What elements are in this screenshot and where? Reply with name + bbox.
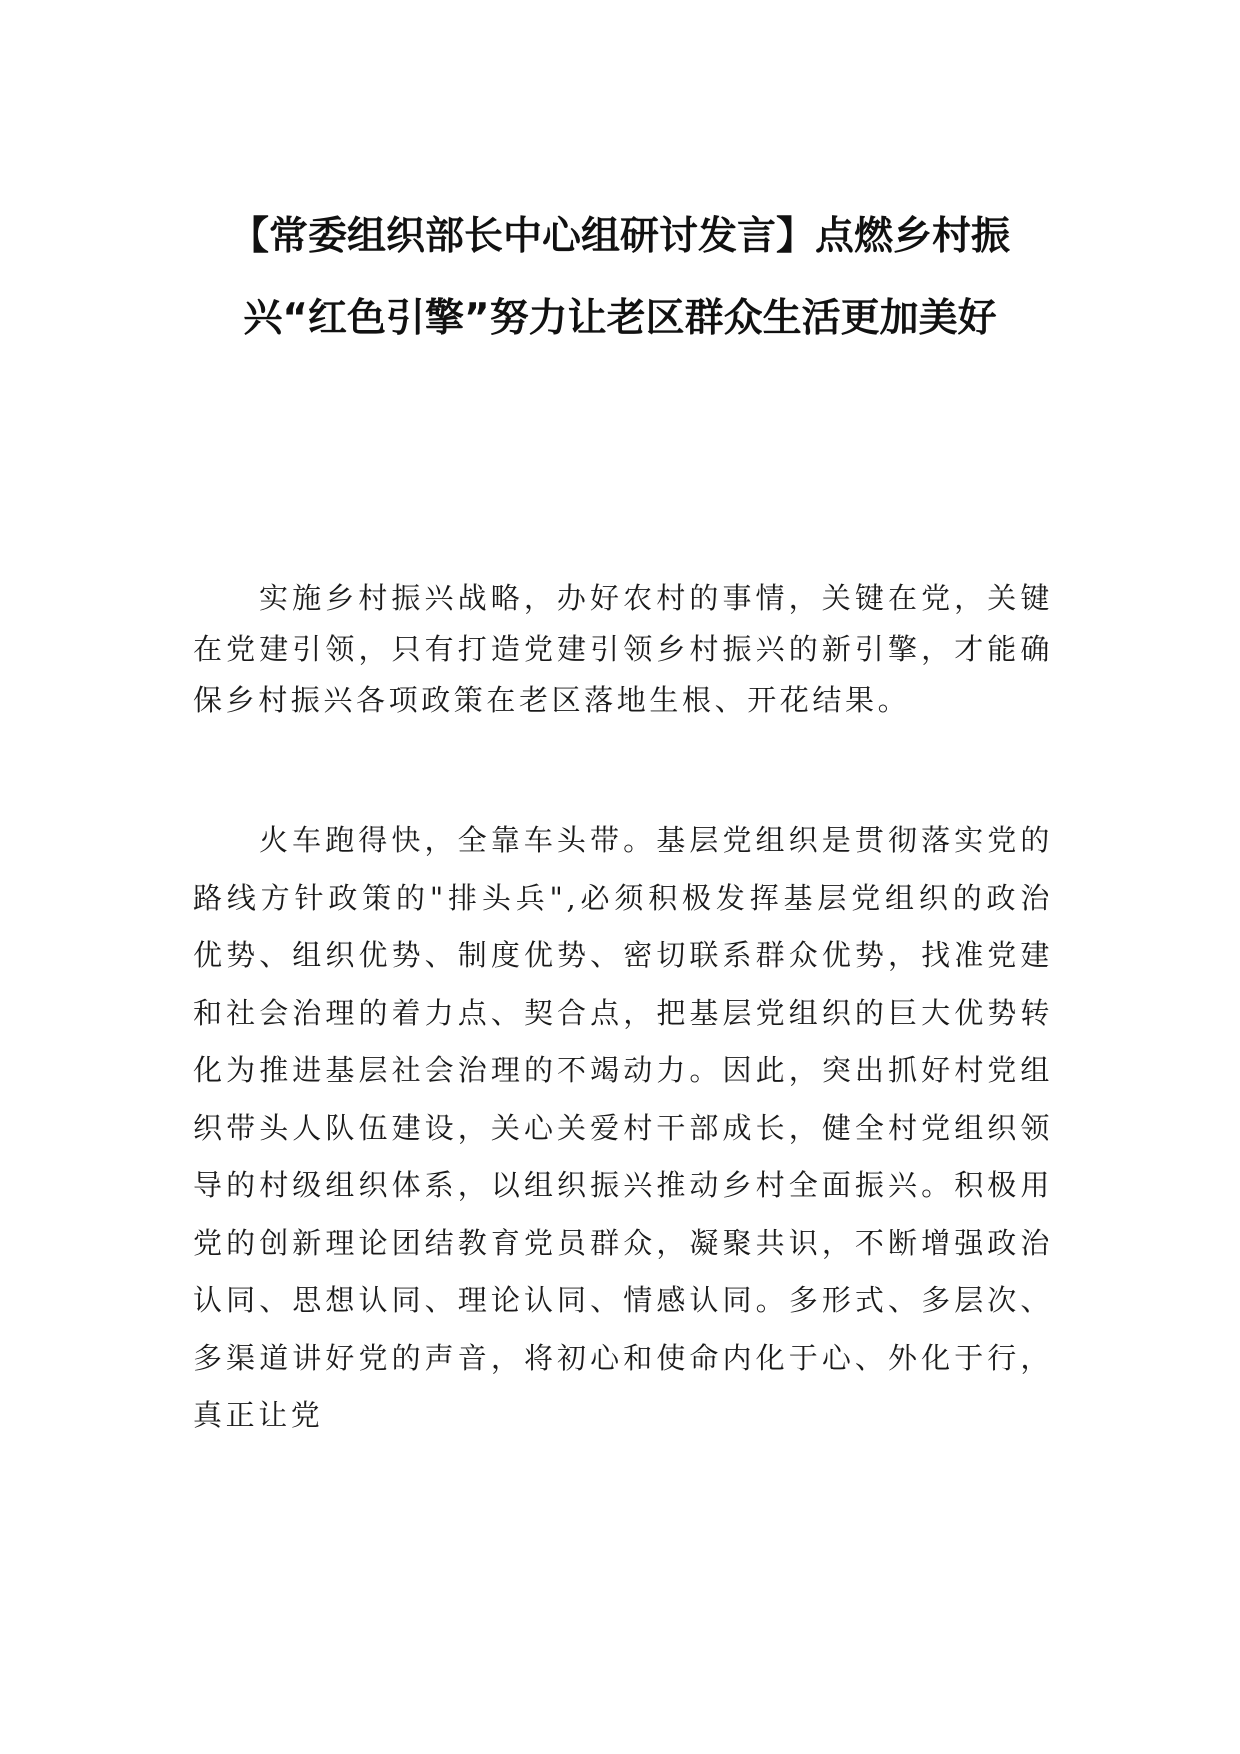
paragraph-body: 火车跑得快，全靠车头带。基层党组织是贯彻落实党的路线方针政策的"排头兵",必须积极发挥基层党组织的政治优势、组织优势、制度优势、密切联系群众优势，找准党建和社会治理的着力点、契合点，把基层党组织的巨大优势转化为推进基层社会治理的不竭动力。因此，突出抓好村党组织带头人队伍建设，关心关爱村干部成长，健全村党组织领导的村级组织体系，以组织振兴推动乡村全面振兴。积极用党的创新理论团结教育党员群众，凝聚共识，不断增强政治认同、思想认同、理论认同、情感认同。多形式、多层次、多渠道讲好党的声音，将初心和使命内化于心、外化于行，真正让党 <box>193 823 1053 1432</box>
document-title: 【常委组织部长中心组研讨发言】点燃乡村振兴“红色引擎”努力让老区群众生活更加美好 <box>229 214 1010 341</box>
paragraph-intro: 实施乡村振兴战略，办好农村的事情，关键在党，关键在党建引领，只有打造党建引领乡村振兴的新引擎，才能确保乡村振兴各项政策在老区落地生根、开花结果。 <box>193 581 1053 717</box>
